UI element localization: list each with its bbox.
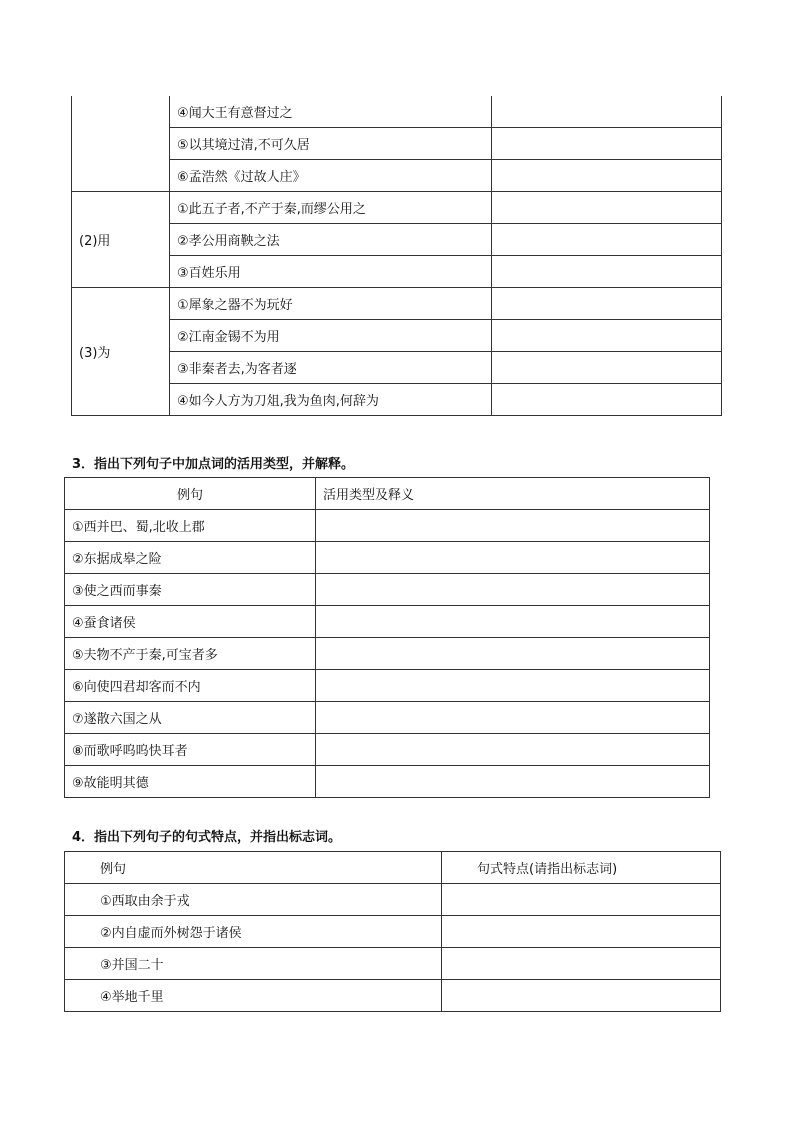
table-row [72, 224, 722, 256]
table-row [65, 916, 721, 948]
example-cell: ①西并巴、蜀,北收上郡 [65, 510, 316, 542]
answer-cell[interactable] [492, 352, 722, 384]
answer-cell[interactable] [316, 606, 710, 638]
table-row [65, 574, 710, 606]
example-cell: ①此五子者,不产于秦,而缪公用之 [170, 192, 492, 224]
example-cell: ④举地千里 [65, 980, 442, 1012]
table-row [65, 948, 721, 980]
answer-cell[interactable] [316, 734, 710, 766]
sentence-pattern-table [64, 851, 721, 1012]
table-row [65, 542, 710, 574]
table-row [65, 670, 710, 702]
group-label-cell: (3)为 [72, 288, 170, 416]
answer-cell[interactable] [442, 948, 721, 980]
answer-cell[interactable] [316, 766, 710, 798]
table-row [72, 384, 722, 416]
answer-cell[interactable] [492, 96, 722, 128]
example-cell: ⑤夫物不产于秦,可宝者多 [65, 638, 316, 670]
example-cell: ④蚕食诸侯 [65, 606, 316, 638]
header-pattern: 句式特点(请指出标志词) [442, 852, 721, 884]
example-cell: ②孝公用商鞅之法 [170, 224, 492, 256]
example-cell: ⑥向使四君却客而不内 [65, 670, 316, 702]
table-row [72, 192, 722, 224]
table-row [72, 160, 722, 192]
example-cell: ⑧而歌呼呜呜快耳者 [65, 734, 316, 766]
vocab-table [71, 96, 722, 416]
answer-cell[interactable] [316, 574, 710, 606]
table-row [72, 320, 722, 352]
example-cell: ①犀象之器不为玩好 [170, 288, 492, 320]
table-row [65, 734, 710, 766]
example-cell: ③非秦者去,为客者逐 [170, 352, 492, 384]
example-cell: ②内自虚而外树怨于诸侯 [65, 916, 442, 948]
answer-cell[interactable] [442, 884, 721, 916]
question-3-title: 3．指出下列句子中加点词的活用类型，并解释。 [72, 457, 355, 472]
example-cell: ⑥孟浩然《过故人庄》 [170, 160, 492, 192]
example-cell: ③并国二十 [65, 948, 442, 980]
header-usage: 活用类型及释义 [316, 478, 710, 510]
table-row [72, 128, 722, 160]
group-label-cell: (2)用 [72, 192, 170, 288]
answer-cell[interactable] [492, 224, 722, 256]
table-header-row [65, 478, 710, 510]
answer-cell[interactable] [492, 160, 722, 192]
answer-cell[interactable] [492, 288, 722, 320]
table-row [65, 884, 721, 916]
header-example: 例句 [65, 478, 316, 510]
table-row [65, 980, 721, 1012]
header-example: 例句 [65, 852, 442, 884]
table-row [65, 510, 710, 542]
answer-cell[interactable] [442, 916, 721, 948]
table-row [65, 766, 710, 798]
table-row [65, 606, 710, 638]
answer-cell[interactable] [492, 256, 722, 288]
table-row [72, 96, 722, 128]
table-row [72, 288, 722, 320]
table-row [65, 638, 710, 670]
answer-cell[interactable] [316, 702, 710, 734]
example-cell: ④闻大王有意督过之 [170, 96, 492, 128]
example-cell: ②江南金锡不为用 [170, 320, 492, 352]
example-cell: ①西取由余于戎 [65, 884, 442, 916]
example-cell: ⑨故能明其德 [65, 766, 316, 798]
answer-cell[interactable] [492, 320, 722, 352]
table-row [72, 352, 722, 384]
table-header-row [65, 852, 721, 884]
answer-cell[interactable] [316, 542, 710, 574]
table-row [72, 256, 722, 288]
question-4-title: 4．指出下列句子的句式特点，并指出标志词。 [72, 830, 342, 845]
answer-cell[interactable] [492, 384, 722, 416]
example-cell: ③百姓乐用 [170, 256, 492, 288]
answer-cell[interactable] [492, 128, 722, 160]
word-usage-table [64, 477, 710, 798]
example-cell: ④如今人方为刀俎,我为鱼肉,何辞为 [170, 384, 492, 416]
answer-cell[interactable] [442, 980, 721, 1012]
example-cell: ②东据成皋之险 [65, 542, 316, 574]
example-cell: ⑤以其境过清,不可久居 [170, 128, 492, 160]
answer-cell[interactable] [316, 670, 710, 702]
table-row [65, 702, 710, 734]
answer-cell[interactable] [316, 638, 710, 670]
example-cell: ⑦遂散六国之从 [65, 702, 316, 734]
answer-cell[interactable] [316, 510, 710, 542]
example-cell: ③使之西而事秦 [65, 574, 316, 606]
group-label-cell [72, 96, 170, 192]
answer-cell[interactable] [492, 192, 722, 224]
